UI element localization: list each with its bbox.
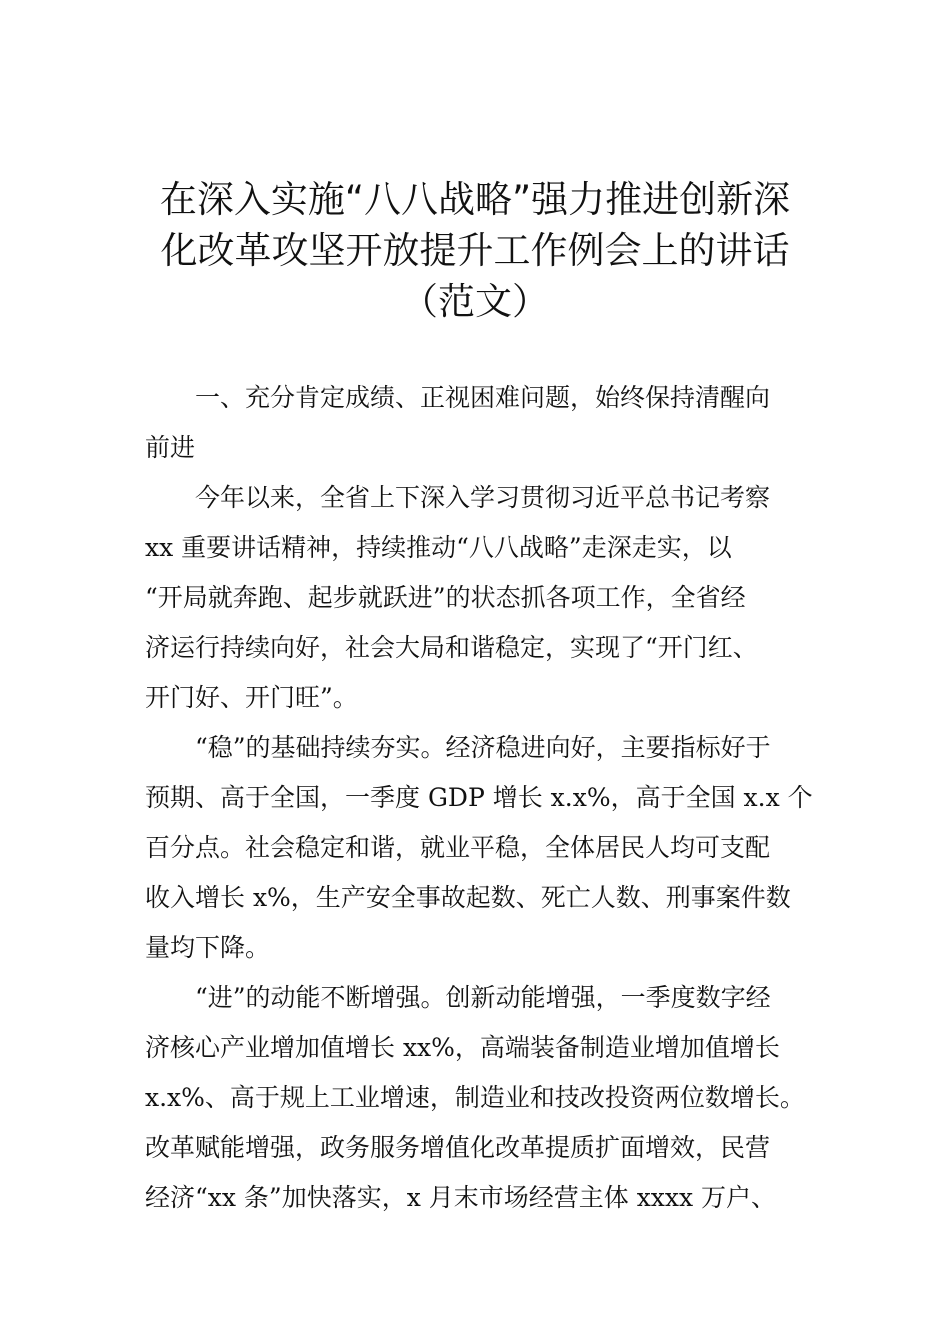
paragraph-line: xx 重要讲话精神，持续推动“八八战略”走深走实，以 [145,533,732,562]
paragraph-line: 改革赋能增强，政务服务增值化改革提质扩面增效，民营 [145,1133,771,1162]
title-line-3: （范文） [401,280,549,323]
paragraph-line: 百分点。社会稳定和谐，就业平稳，全体居民人均可支配 [145,833,771,862]
document-body [145,373,813,1223]
paragraph-line: 开门好、开门旺”。 [145,683,358,712]
heading-section-1: 一、充分肯定成绩、正视困难问题，始终保持清醒向 [195,383,771,412]
paragraph-line: 今年以来，全省上下深入学习贯彻习近平总书记考察 [195,483,771,512]
title-line-2: 化改革攻坚开放提升工作例会上的讲话 [160,229,790,272]
paragraph-line: “开局就奔跑、起步就跃进”的状态抓各项工作，全省经 [145,583,746,612]
paragraph-line: x.x%、高于规上工业增速，制造业和技改投资两位数增长。 [145,1083,805,1112]
paragraph-line: 收入增长 x%，生产安全事故起数、死亡人数、刑事案件数 [145,883,791,912]
paragraph-line: 量均下降。 [145,933,271,962]
paragraph-line: 济核心产业增加值增长 xx%，高端装备制造业增加值增长 [145,1033,780,1062]
paragraph-line: “进”的动能不断增强。创新动能增强，一季度数字经 [195,983,771,1012]
paragraph-line: 预期、高于全国，一季度 GDP 增长 x.x%，高于全国 x.x 个 [145,783,813,812]
title-line-1: 在深入实施“八八战略”强力推进创新深 [159,178,791,221]
heading-section-1-cont: 前进 [145,433,196,462]
paragraph-line: “稳”的基础持续夯实。经济稳进向好，主要指标好于 [195,733,771,762]
paragraph-line: 济运行持续向好，社会大局和谐稳定，实现了“开门红、 [145,633,758,662]
document-title [100,174,850,327]
paragraph-line: 经济“xx 条”加快落实，x 月末市场经营主体 xxxx 万户、 [145,1183,777,1212]
